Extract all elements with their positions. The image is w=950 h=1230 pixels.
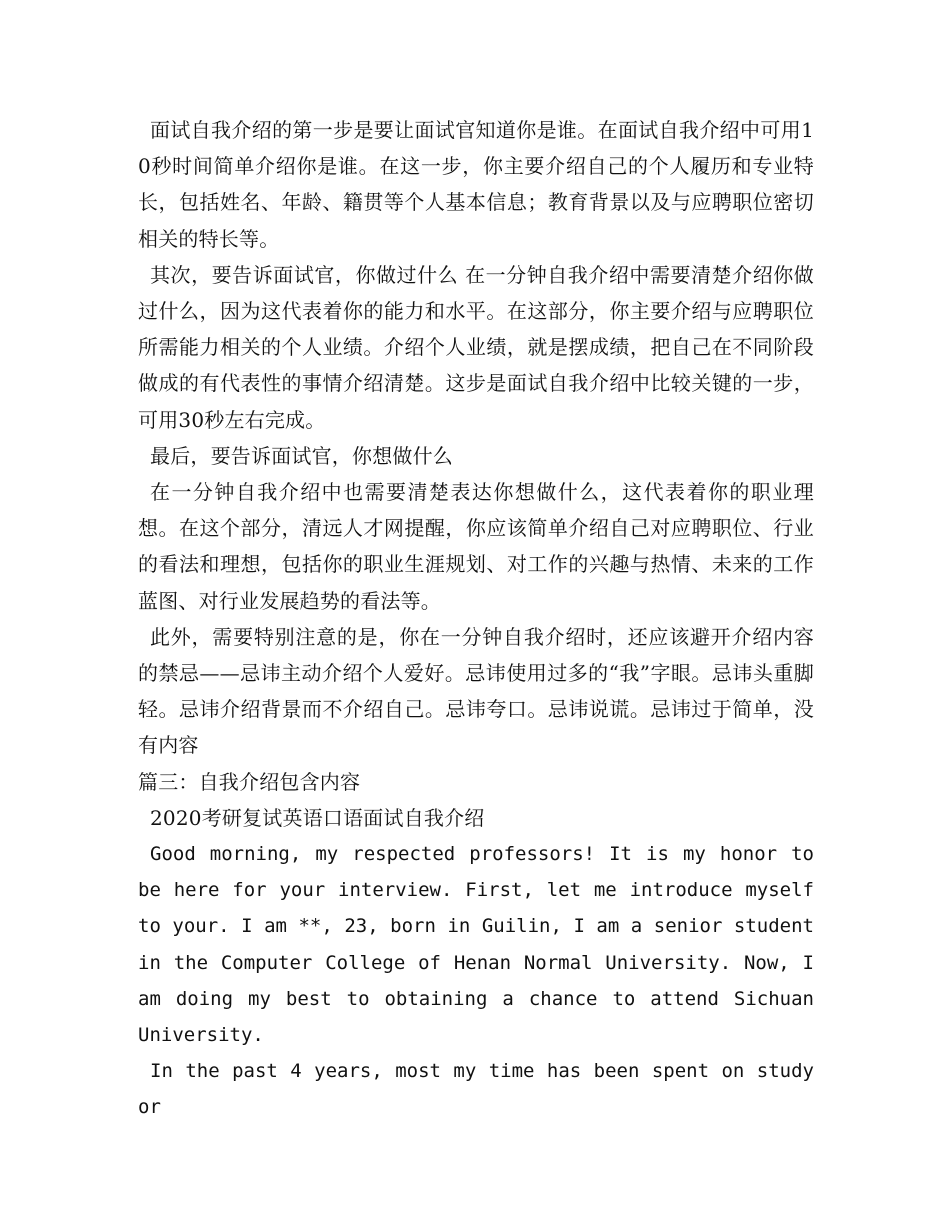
paragraph-what-you-did: 其次，要告诉面试官，你做过什么 在一分钟自我介绍中需要清楚介绍你做过什么，因为这代表着你的能力和水平。在这部分，你主要介绍与应聘职位所需能力相关的个人业绩。介绍个人业绩，就是摆成绩，把自己在不同阶段做成的有代表性的事情介绍清楚。这步是面试自我介绍中比较关键的一步，可用30秒左右完成。	[138, 262, 814, 432]
paragraph-english-greeting: Good morning, my respected professors! It is my honor to be here for your interview. First, let me introduce myself to your. I am **, 23, born in Guilin, I am a senior student in the Computer College of Henan Normal University. Now, I am doing my best to obtaining a chance to attend Sichuan University.	[138, 843, 814, 1047]
paragraph-finally-heading: 最后，要告诉面试官，你想做什么	[150, 443, 453, 468]
paragraph-taboos: 此外，需要特别注意的是，你在一分钟自我介绍时，还应该避开介绍内容的禁忌——忌讳主动介绍个人爱好。忌讳使用过多的“我”字眼。忌讳头重脚轻。忌讳介绍背景而不介绍自己。忌讳夸口。忌讳说谎。忌讳过于简单，没有内容	[138, 624, 814, 758]
paragraph-self-intro-step-one: 面试自我介绍的第一步是要让面试官知道你是谁。在面试自我介绍中可用10秒时间简单介绍你是谁。在这一步，你主要介绍自己的个人履历和专业特长，包括姓名、年龄、籍贯等个人基本信息；教育背景以及与应聘职位密切相关的特长等。	[138, 118, 814, 251]
section-heading-part-three: 篇三：自我介绍包含内容	[138, 769, 361, 794]
section-subtitle-exam-intro: 2020考研复试英语口语面试自我介绍	[150, 805, 485, 830]
document-body	[138, 112, 814, 1126]
paragraph-english-past-years: In the past 4 years, most my time has been spent on study or	[138, 1060, 814, 1119]
paragraph-what-you-want: 在一分钟自我介绍中也需要清楚表达你想做什么，这代表着你的职业理想。在这个部分，清远人才网提醒，你应该简单介绍自己对应聘职位、行业的看法和理想，包括你的职业生涯规划、对工作的兴趣与热情、未来的工作蓝图、对行业发展趋势的看法等。	[138, 480, 814, 613]
